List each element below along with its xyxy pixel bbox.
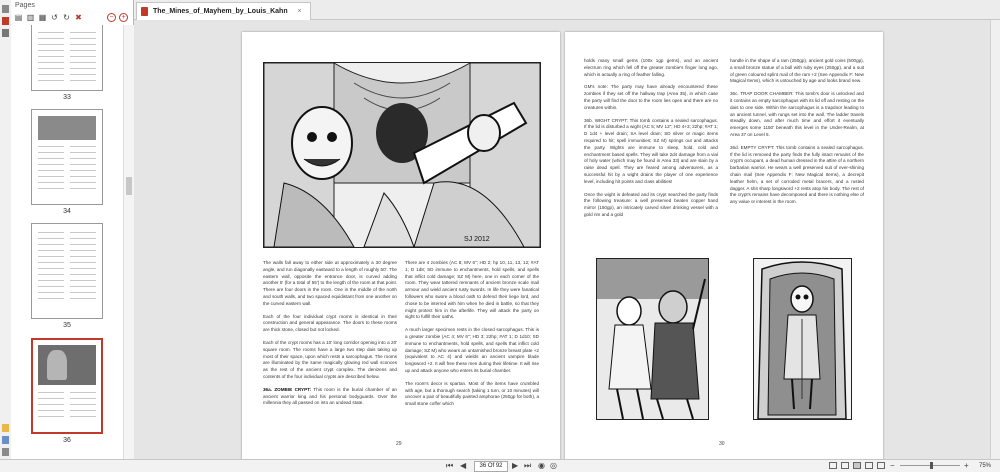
- right-page-column-2: [730, 58, 864, 212]
- insert-page-icon[interactable]: ▤: [14, 13, 23, 22]
- tab-title: The_Mines_of_Mayhem_by_Louis_Kahn: [153, 8, 288, 15]
- extract-page-icon[interactable]: ▥: [26, 13, 35, 22]
- panel-title: Pages: [15, 2, 35, 9]
- scrollbar-thumb[interactable]: [126, 177, 132, 195]
- previous-page-icon[interactable]: ◀: [460, 461, 467, 470]
- document-viewer[interactable]: [134, 20, 990, 459]
- bookmark-icon[interactable]: [2, 17, 9, 25]
- single-page-view-icon[interactable]: [829, 462, 837, 469]
- page-number: 29: [396, 441, 402, 447]
- thumbnail-label: 34: [63, 208, 71, 215]
- thumbnail-scrollbar[interactable]: [123, 25, 134, 459]
- two-page-view-icon[interactable]: [853, 462, 861, 469]
- page-thumbnail[interactable]: [31, 223, 103, 319]
- page-thumbnail-selected[interactable]: [31, 338, 103, 434]
- paragraph: 36b. WIGHT CRYPT: This tomb contains a sealed sarcophagus. If the lid is disturbed a wight (AC 5; MV 12"; HD 4+3; 22hp; #AT 1; D 1d4 + level drain; SA level drain; SD silver or magic items required to hit; spell immunities; SZ M) springs out and attacks the party. Wights are immune to sleep, hold, cold and enchantment based spells. They will take 2d4 damage from a vial of holy water (which may be found in Area 33) and are slain by a raise dead spell. They are feared among adventurers, as a successful hit by a wight drains the player of one experience level, including hit points and class abilities!: [584, 117, 718, 184]
- right-page-column-1: [584, 58, 718, 225]
- first-page-icon[interactable]: ⏮: [446, 461, 454, 470]
- pages-panel: [11, 0, 134, 459]
- zoom-slider-handle[interactable]: [930, 462, 933, 469]
- thumbnail-label: 36: [63, 437, 71, 444]
- paragraph: The room's decor is spartan. Most of the items have crumbled with age, but a thorough search (taking 1 turn, or 10 minutes) will uncover a pair of beautifully painted amphorae (250gp for both), a small stone coffer which: [405, 380, 539, 407]
- paragraph: The walls fall away to either side at approximately a 30 degree angle, and run diagonally eastward to a length of roughly 50'. The eastern wall, opposite the entrance door, is curved adding another 5' (for a total of 55') to the length of the room at that point. There are four doors in the room. One in the middle of the north and south walls, and two spaced equidistant from one another on the curved eastern wall.: [263, 260, 397, 306]
- paragraph: 36d. EMPTY CRYPT: This tomb contains a sealed sarcophagus. If the lid is removed the party finds the fully intact remains of the crypt's occupant, a dead human dressed in the attire of a northern barbarian warrior. He wears a well preserved suit of ever-shining chain mail (See Appendix F: New Magical Items), a decrepit leather helm, a set of corroded metal bracers, and a rusted dagger. A shit sharp longsword +2 rests atop his body. The rest of the crypt's remains have decomposed and there is nothing else of any value or interest in the room.: [730, 144, 864, 205]
- document-tab[interactable]: [136, 2, 311, 20]
- left-page-column-2: [405, 260, 539, 414]
- pages-panel-icon[interactable]: [2, 5, 9, 13]
- zoom-out-icon[interactable]: −: [890, 461, 895, 470]
- paragraph: [263, 387, 397, 407]
- paragraph: There are 4 zombies (AC 8; MV 6"; HD 2; hp 10, 11, 13, 12; #AT 1; D 1d8; SD immune to enchantments, hold spells, and spells that inflict cold damage; SZ M) here, one in each corner of the room. They wear tattered remnants of ancient bronze scale mail armour and wield ancient rusty swords. In life they were fanatical followers who swore a blood oath to defend their liege lord, and chose to be interred with him when he died in battle, so that they might protect him in the afterlife. They will attack the party on sight to fulfill their oaths.: [405, 260, 539, 320]
- zoom-out-thumbs-icon[interactable]: −: [107, 13, 116, 22]
- viewer-scrollbar[interactable]: [990, 20, 1000, 459]
- thumbnail-label: 35: [63, 322, 71, 329]
- paragraph: Once the wight is defeated and its crypt searched the party finds the following treasure: a well preserved beaten copper hand mirror (150gp), an intricately carved silver drinking vessel with a gold rim and a gold: [584, 191, 718, 217]
- pdf-file-icon: [141, 7, 148, 16]
- paragraph: holds many small gems (100x 1gp gems), and an ancient electrum ring which fell off the greater zombie's finger long ago, which is actually a ring of feather falling.: [584, 58, 718, 77]
- rotate-right-icon[interactable]: ↻: [63, 13, 70, 22]
- paragraph: 36c. TRAP DOOR CHAMBER: This tomb's door is unlocked and it contains an empty sarcophagus with its lid off and resting on the dais to one side. Within the sarcophagus is a trapdoor leading to an ancient tunnel, with rungs set into the wall. The ladder travels steadily down, and after much time and effort it eventually emerges some 1150' beneath this level in the Under-Realm, at Area 37 on Level 5.: [730, 91, 864, 137]
- illustration-signature: SJ 2012: [464, 236, 490, 243]
- comment-icon[interactable]: [2, 424, 9, 432]
- paragraph: Each of the four individual crypt rooms is identical in their construction and general appearance. The doors to these rooms are thick stone, closed but not locked.: [263, 313, 397, 333]
- rotate-left-icon[interactable]: ↺: [51, 13, 58, 22]
- thumbnail-label: 33: [63, 94, 71, 101]
- close-tab-icon[interactable]: ×: [297, 8, 302, 15]
- tab-bar: [134, 0, 1000, 20]
- thumbnail-list: [11, 25, 123, 459]
- page-number: 30: [719, 441, 725, 447]
- paragraph: Each of the crypt rooms has a 10' long corridor opening into a 20' square room. The rooms have a large two step dais taking up most of their space, upon which rests a sarcophagus. The rooms are illuminated by the same magically glowing red wall sconces as the rest of the ancient crypt complex. The denizens and contents of the four individual crypts are described below.: [263, 339, 397, 379]
- status-bar: [0, 459, 1000, 472]
- zoom-level[interactable]: 75%: [979, 463, 992, 469]
- paragraph: GM's note: The party may have already encountered these zombies if they set off the hallway trap (Area 35), in which case the party will find the door to the room lies open and there are no creatures within.: [584, 84, 718, 110]
- paragraph: handle in the shape of a ram (250gp), ancient gold coins (500gp), a small bronze statue of a bull with ruby eyes (250gp), and a suit of green coloured splint mail of the ram +2 (See Appendix F: New Magical Items), which is untouched by age and looks brand new.: [730, 58, 864, 84]
- fit-width-icon[interactable]: [877, 462, 885, 469]
- last-page-icon[interactable]: ⏭: [524, 461, 532, 470]
- page-left: [242, 32, 560, 459]
- zoom-in-thumbs-icon[interactable]: +: [119, 13, 128, 22]
- section-heading: 36a. ZOMBIE CRYPT:: [263, 386, 312, 392]
- page-thumbnail[interactable]: [31, 25, 103, 91]
- paragraph: A much larger specimen rests in the closed sarcophagus. This is a greater zombie (AC 4; MV 6"; HD 3; 22hp; #AT 1; D 1d10; SD immune to enchantments, hold spells, and spells that inflict cold damage; SZ M) who wears an untarnished bronze breast plate +2 (equivalent to AC 4) and wields an ancient vampire blade longsword +2. It will free these men during their lifetime. It will rise up and attack anyone who enters its burial chamber.: [405, 327, 539, 373]
- zombie-illustration: [263, 62, 541, 248]
- search-icon[interactable]: [2, 448, 9, 456]
- paragraph-text: This room is the burial chamber of an ancient warrior king and his personal bodyguards. Over the millennia they all passed on into an undead state.: [263, 386, 397, 406]
- replace-page-icon[interactable]: ▦: [38, 13, 47, 22]
- two-page-continuous-icon[interactable]: [865, 462, 873, 469]
- play-icon[interactable]: ◉: [538, 461, 545, 470]
- continuous-view-icon[interactable]: [841, 462, 849, 469]
- page-right: [565, 32, 883, 459]
- attachments-icon[interactable]: [2, 29, 9, 37]
- page-number-input[interactable]: 36 Of 92: [474, 461, 508, 472]
- delete-page-icon[interactable]: ✖: [75, 13, 82, 22]
- panel-toolbar: [11, 11, 133, 25]
- page-thumbnail[interactable]: [31, 109, 103, 205]
- warriors-illustration: [596, 258, 709, 420]
- zoom-in-icon[interactable]: +: [964, 461, 969, 470]
- skeleton-crypt-illustration: [753, 258, 852, 420]
- stop-icon[interactable]: ◎: [550, 461, 557, 470]
- layers-icon[interactable]: [2, 436, 9, 444]
- left-page-column-1: [263, 260, 397, 413]
- next-page-icon[interactable]: ▶: [512, 461, 519, 470]
